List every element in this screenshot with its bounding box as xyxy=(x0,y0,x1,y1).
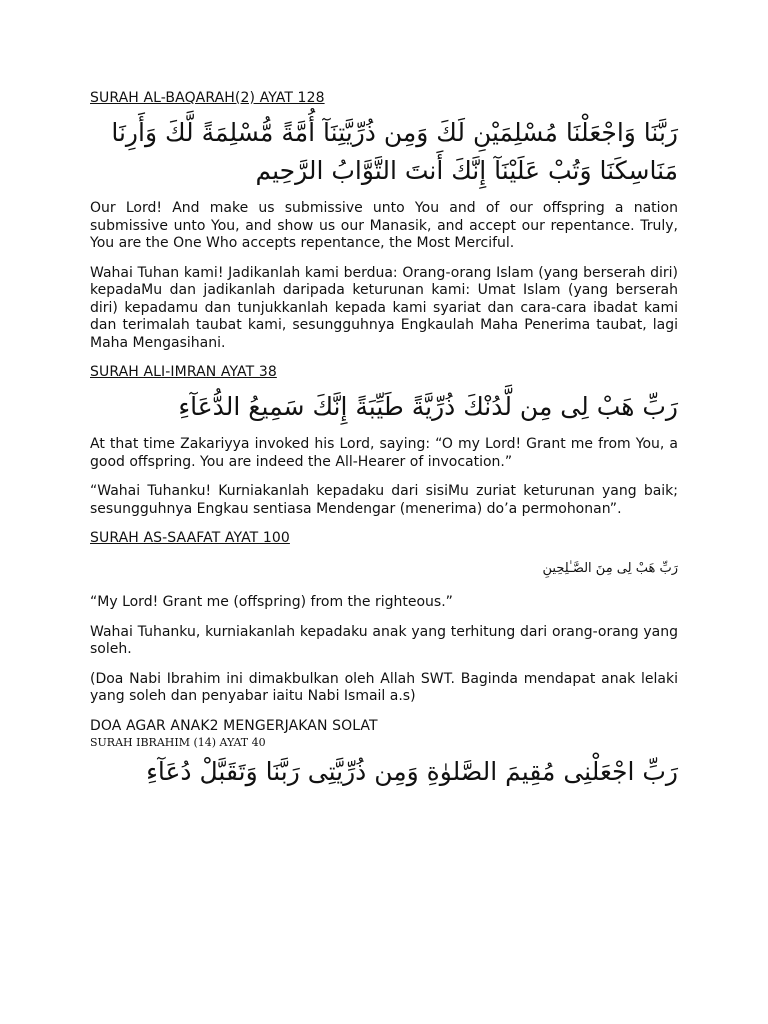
malay-translation-as-saafat: Wahai Tuhanku, kurniakanlah kepadaku anak yang terhitung dari orang-orang yang soleh. xyxy=(90,623,678,657)
section-heading-doa-solat: DOA AGAR ANAK2 MENGERJAKAN SOLAT xyxy=(90,717,378,734)
arabic-verse-ibrahim: رَبِّ اجْعَلْنِى مُقِيمَ الصَّلوٰةِ وَمِن ذُرِّيَّتِى رَبَّنَا وَتَقَبَّلْ دُعَآءِ xyxy=(146,756,678,786)
english-translation-ali-imran: At that time Zakariyya invoked his Lord, saying: “O my Lord! Grant me from You, a good offspring. You are indeed the All-Hearer of invocation.” xyxy=(90,436,678,470)
malay-translation-al-baqarah: Wahai Tuhan kami! Jadikanlah kami berdua: Orang-orang Islam (yang berserah diri) kepadaMu dan jadikanlah daripada keturunan kami: Umat Islam (yang berserah diri) kepadamu dan tunjukkanlah kepada kami syariat dan cara-cara ibadat kami dan terimalah taubat kami, sesungguhnya Engkaulah Maha Penerima taubat, lagi Maha Mengasihani. xyxy=(90,264,678,351)
section-subheading-ibrahim: SURAH IBRAHIM (14) AYAT 40 xyxy=(90,735,266,749)
malay-translation-ali-imran: “Wahai Tuhanku! Kurniakanlah kepadaku dari sisiMu zuriat keturunan yang baik; sesungguhnya Engkau sentiasa Mendengar (menerima) do’a permohonan”. xyxy=(90,483,678,517)
arabic-verse-ali-imran: رَبِّ هَبْ لِى مِن لَّدُنْكَ ذُرِّيَّةً طَيِّبَةً إِنَّكَ سَمِيعُ الدُّعَآءِ xyxy=(178,392,678,421)
english-translation-as-saafat: “My Lord! Grant me (offspring) from the righteous.” xyxy=(90,594,453,610)
section-heading-ali-imran: SURAH ALI-IMRAN AYAT 38 xyxy=(90,364,277,380)
arabic-verse-as-saafat: رَبِّ هَبْ لِى مِنَ الصَّـٰلِحِينِ xyxy=(542,561,678,576)
english-translation-al-baqarah: Our Lord! And make us submissive unto You and of our offspring a nation submissive unto You, and show us our Manasik, and accept our repentance. Truly, You are the One Who accepts repentance, the Most Merciful. xyxy=(90,200,678,251)
arabic-verse-al-baqarah: رَبَّنَا وَاجْعَلْنَا مُسْلِمَيْنِ لَكَ وَمِن ذُرِّيَّتِنَآ أُمَّةً مُّسْلِمَةً لَّكَ وَأَرِنَا مَنَاسِكَنَا وَتُبْ عَلَيْنَآ إِنَّكَ أَنتَ التَّوَّابُ الرَّحِيم xyxy=(111,118,678,185)
document-page xyxy=(90,90,678,801)
section-heading-as-saafat: SURAH AS-SAAFAT AYAT 100 xyxy=(90,530,290,546)
note-as-saafat: (Doa Nabi Ibrahim ini dimakbulkan oleh Allah SWT. Baginda mendapat anak lelaki yang soleh dan penyabar iaitu Nabi Ismail a.s) xyxy=(90,670,678,704)
section-heading-al-baqarah: SURAH AL-BAQARAH(2) AYAT 128 xyxy=(90,90,325,106)
